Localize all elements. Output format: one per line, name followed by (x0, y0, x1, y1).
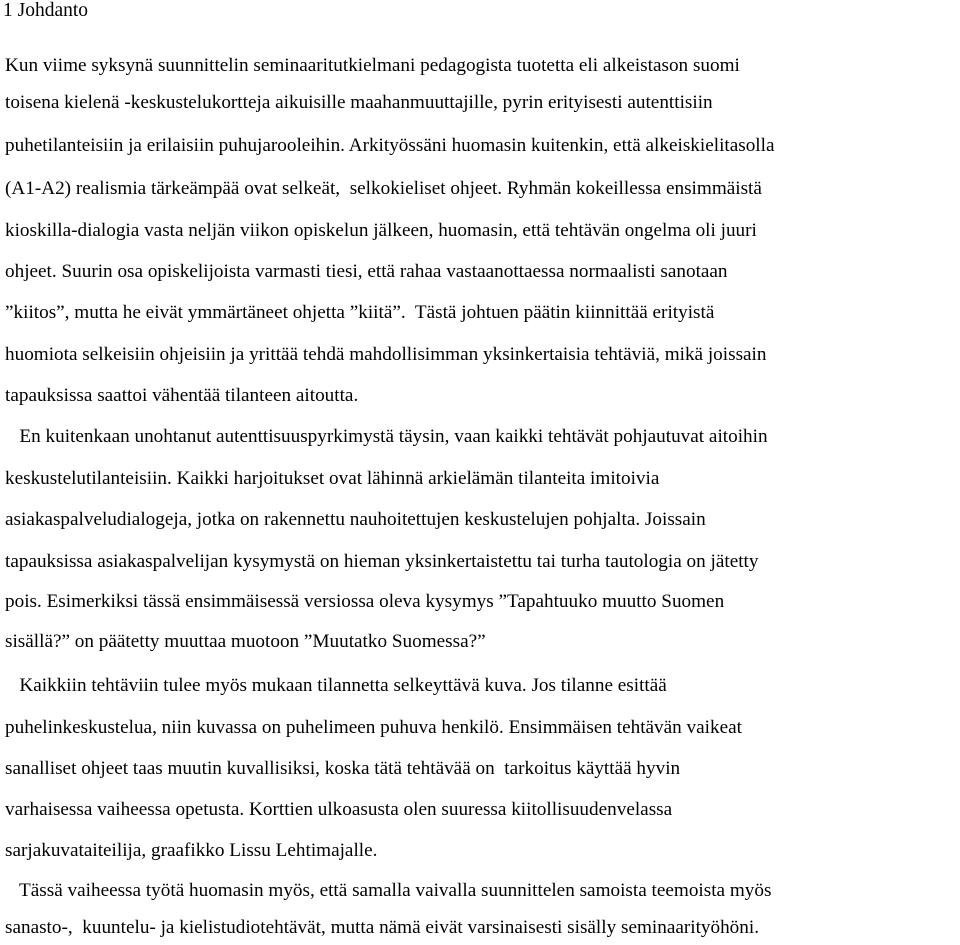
text-line: keskustelutilanteisiin. Kaikki harjoitukset ovat lähinnä arkielämän tilanteita imitoivia (5, 468, 660, 489)
text-line: sarjakuvataiteilija, graafikko Lissu Lehtimajalle. (5, 840, 378, 861)
section-heading: 1 Johdanto (3, 0, 89, 21)
text-line: Kaikkiin tehtäviin tulee myös mukaan tilannetta selkeyttävä kuva. Jos tilanne esittää (5, 675, 667, 696)
text-line: En kuitenkaan unohtanut autenttisuuspyrkimystä täysin, vaan kaikki tehtävät pohjautuvat aitoihin (5, 426, 768, 447)
text-line: (A1-A2) realismia tärkeämpää ovat selkeät, selkokieliset ohjeet. Ryhmän kokeillessa ensimmäistä (5, 178, 762, 199)
text-line: huomiota selkeisiin ohjeisiin ja yrittää tehdä mahdollisimman yksinkertaisia tehtäviä, mikä joissain (5, 344, 767, 365)
text-line: puhelinkeskustelua, niin kuvassa on puhelimeen puhuva henkilö. Ensimmäisen tehtävän vaikeat (5, 717, 742, 738)
text-line: tapauksissa saattoi vähentää tilanteen aitoutta. (5, 385, 359, 406)
text-line: varhaisessa vaiheessa opetusta. Korttien ulkoasusta olen suuressa kiitollisuudenvelassa (5, 799, 673, 820)
text-line: tapauksissa asiakaspalvelijan kysymystä on hieman yksinkertaistettu tai turha tautologia on jätetty (5, 551, 759, 572)
text-line: sanalliset ohjeet taas muutin kuvallisiksi, koska tätä tehtävää on tarkoitus käyttää hyvin (5, 758, 681, 779)
text-line: kioskilla-dialogia vasta neljän viikon opiskelun jälkeen, huomasin, että tehtävän ongelma oli juuri (5, 220, 757, 241)
text-line: sisällä?” on päätetty muuttaa muotoon ”Muutatko Suomessa?” (5, 631, 486, 652)
text-line: ”kiitos”, mutta he eivät ymmärtäneet ohjetta ”kiitä”. Tästä johtuen päätin kiinnittää erityistä (5, 302, 715, 323)
text-line: puhetilanteisiin ja erilaisiin puhujarooleihin. Arkityössäni huomasin kuitenkin, että alkeiskielitasolla (5, 135, 775, 156)
text-line: toisena kielenä -keskustelukortteja aikuisille maahanmuuttajille, pyrin erityisesti autenttisiin (5, 92, 713, 113)
text-line: Kun viime syksynä suunnittelin seminaaritutkielmani pedagogista tuotetta eli alkeistason suomi (5, 55, 740, 76)
text-line: ohjeet. Suurin osa opiskelijoista varmasti tiesi, että rahaa vastaanottaessa normaalisti sanotaan (5, 261, 728, 282)
text-line: pois. Esimerkiksi tässä ensimmäisessä versiossa oleva kysymys ”Tapahtuuko muutto Suomen (5, 591, 725, 612)
text-line: sanasto-, kuuntelu- ja kielistudiotehtävät, mutta nämä eivät varsinaisesti sisälly seminaarityöhöni. (5, 917, 759, 938)
text-line: Tässä vaiheessa työtä huomasin myös, että samalla vaivalla suunnittelen samoista teemoista myös (5, 880, 772, 901)
text-line: asiakaspalveludialogeja, jotka on rakennettu nauhoitettujen keskustelujen pohjalta. Joissain (5, 509, 706, 530)
